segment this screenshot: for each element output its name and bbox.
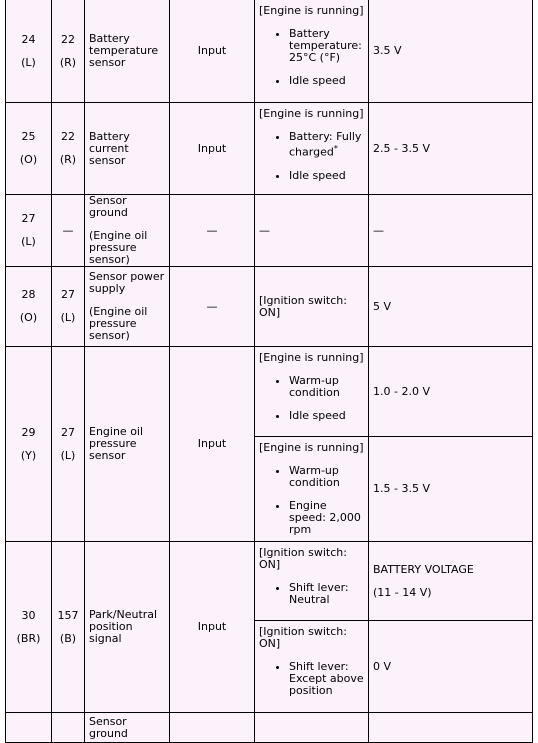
terminal-number: 27 xyxy=(21,212,36,225)
condition-cell xyxy=(255,103,369,195)
terminal-cell xyxy=(6,542,52,713)
value-cell: 2.5 - 3.5 V xyxy=(369,103,533,195)
description-cell xyxy=(85,267,170,347)
condition-heading: [Ignition switch: ON] xyxy=(259,625,347,650)
condition-heading: [Engine is running] xyxy=(259,107,364,120)
terminal-number: 25 xyxy=(21,130,36,143)
condition-heading: [Engine is running] xyxy=(259,441,364,454)
io-cell: Input xyxy=(170,542,255,713)
terminal-table xyxy=(5,0,533,743)
ecu-pin-cell xyxy=(52,713,85,743)
ecu-wire-color: (R) xyxy=(59,153,77,166)
table-row xyxy=(6,713,533,743)
condition-cell xyxy=(255,713,369,743)
description-text: Sensor power supply xyxy=(89,270,165,295)
ecu-pin-cell xyxy=(52,267,85,347)
io-cell: — xyxy=(170,267,255,347)
terminal-number: 30 xyxy=(21,608,36,622)
description-cell: Park/Neutral position signal xyxy=(85,542,170,713)
io-cell: Input xyxy=(170,103,255,195)
wire-color: (L) xyxy=(21,55,36,69)
table-row xyxy=(6,195,533,267)
ecu-pin-number: 157 xyxy=(57,608,79,622)
condition-cell xyxy=(255,347,369,437)
value-cell: 0 V xyxy=(369,621,533,713)
condition-heading: [Engine is running] xyxy=(259,351,364,364)
table-row xyxy=(6,103,533,195)
ecu-pin-cell xyxy=(52,347,85,542)
wire-color: (L) xyxy=(21,235,36,248)
condition-cell xyxy=(255,437,369,542)
condition-list xyxy=(259,465,364,536)
terminal-cell xyxy=(6,103,52,195)
description-cell xyxy=(85,195,170,267)
wire-color: (BR) xyxy=(16,631,41,645)
value-text: BATTERY VOLTAGE xyxy=(373,562,474,576)
terminal-cell xyxy=(6,347,52,542)
value-cell: — xyxy=(369,195,533,267)
condition-cell: — xyxy=(255,195,369,267)
terminal-number: 24 xyxy=(21,32,36,46)
value-cell xyxy=(369,713,533,743)
condition-cell xyxy=(255,0,369,103)
io-cell: Input xyxy=(170,347,255,542)
wire-color: (O) xyxy=(19,153,38,166)
footnote-mark: * xyxy=(333,144,338,153)
description-cell: Engine oil pressure sensor xyxy=(85,347,170,542)
value-note: (11 - 14 V) xyxy=(373,585,432,599)
ecu-pin-cell xyxy=(52,103,85,195)
ecu-wire-color: (B) xyxy=(59,631,77,645)
wire-color: (Y) xyxy=(20,448,37,462)
condition-list xyxy=(259,375,364,422)
io-cell xyxy=(170,713,255,743)
ecu-wire-color: (R) xyxy=(59,55,77,69)
wire-color: (O) xyxy=(19,311,38,324)
ecu-pin-cell xyxy=(52,0,85,103)
terminal-cell xyxy=(6,267,52,347)
table-row xyxy=(6,542,533,621)
condition-list xyxy=(259,582,364,606)
description-text: Sensor ground xyxy=(89,194,128,219)
terminal-cell xyxy=(6,195,52,267)
table-row xyxy=(6,267,533,347)
condition-heading: [Engine is running] xyxy=(259,4,364,17)
condition-item: • Warm-up condition xyxy=(289,465,364,489)
ecu-pin-number: 27 xyxy=(61,288,75,301)
value-cell xyxy=(369,542,533,621)
condition-item: • Warm-up condition xyxy=(289,375,364,399)
ecu-wire-color: (L) xyxy=(60,311,76,324)
ecu-pin-number: 27 xyxy=(61,425,75,439)
description-cell: Battery temperature sensor xyxy=(85,0,170,103)
description-note: (Engine oil pressure sensor) xyxy=(89,305,148,342)
ecu-pin-cell xyxy=(52,542,85,713)
condition-list xyxy=(259,131,364,182)
description-cell: Battery current sensor xyxy=(85,103,170,195)
condition-item: • Engine speed: 2,000 rpm xyxy=(289,500,364,536)
ecu-pin-cell: — xyxy=(52,195,85,267)
condition-heading: [Ignition switch: ON] xyxy=(259,546,347,571)
io-cell: Input xyxy=(170,0,255,103)
io-cell: — xyxy=(170,195,255,267)
condition-cell xyxy=(255,621,369,713)
value-cell: 1.0 - 2.0 V xyxy=(369,347,533,437)
terminal-number: 28 xyxy=(21,288,36,301)
condition-list xyxy=(259,661,364,697)
description-cell: Sensor ground xyxy=(85,713,170,743)
value-cell: 5 V xyxy=(369,267,533,347)
condition-item: • Idle speed xyxy=(289,170,364,182)
condition-item: • Shift lever: Neutral xyxy=(289,582,364,606)
ecu-pin-number: 22 xyxy=(61,130,75,143)
table-row xyxy=(6,0,533,103)
condition-list xyxy=(259,28,364,87)
value-cell: 1.5 - 3.5 V xyxy=(369,437,533,542)
condition-item: • Idle speed xyxy=(289,75,364,87)
value-cell: 3.5 V xyxy=(369,0,533,103)
condition-item: • Idle speed xyxy=(289,410,364,422)
condition-text: Battery: Fully charged xyxy=(289,130,362,159)
terminal-cell xyxy=(6,0,52,103)
condition-item xyxy=(289,131,364,159)
terminal-number: 29 xyxy=(21,425,36,439)
ecu-pin-number: 22 xyxy=(61,32,75,46)
condition-item: • Shift lever: Except above position xyxy=(289,661,364,697)
table-row xyxy=(6,347,533,437)
condition-item: • Battery temperature: 25°C (°F) xyxy=(289,28,364,64)
condition-cell xyxy=(255,542,369,621)
terminal-cell xyxy=(6,713,52,743)
description-note: (Engine oil pressure sensor) xyxy=(89,229,148,266)
ecu-wire-color: (L) xyxy=(60,448,76,462)
condition-cell: [Ignition switch: ON] xyxy=(255,267,369,347)
